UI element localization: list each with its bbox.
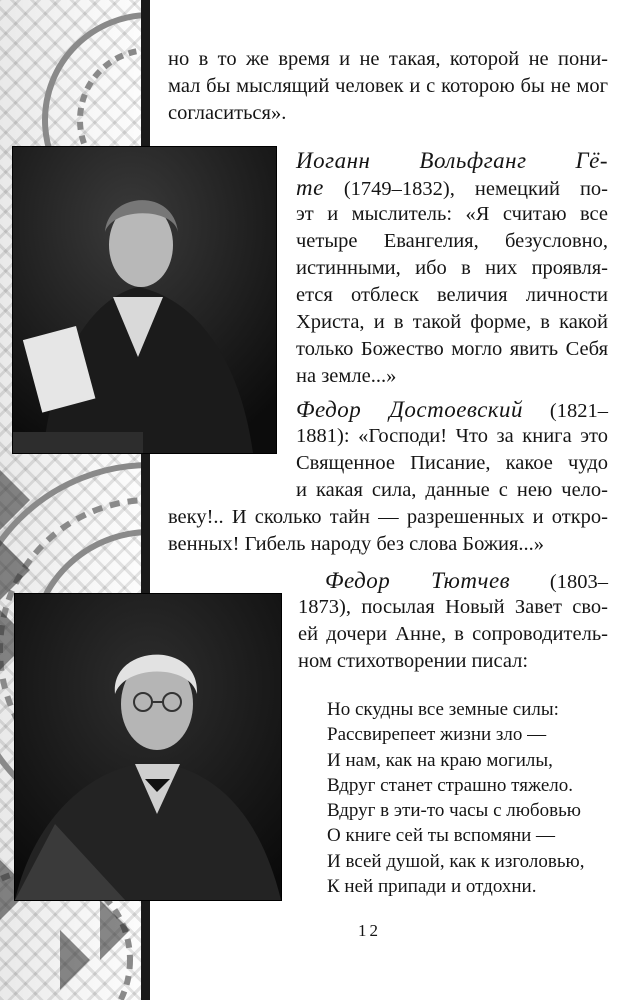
dostoevsky-line-6: венных! Гибель народу без слова Божия...» <box>168 533 545 555</box>
tyutchev-line-1-rest: (1803– <box>510 571 609 593</box>
poem-line: Но скудны все земные силы: <box>327 699 559 720</box>
goethe-line-5: истинными, ибо в них проявля- <box>296 257 608 279</box>
tyutchev-line-2: 1873), посылая Новый Завет сво- <box>298 596 608 618</box>
poem-line: К ней припади и отдохни. <box>327 876 537 898</box>
tyutchev-line-3: ей дочери Анне, в сопроводитель- <box>298 623 608 645</box>
dostoevsky-line-4: и какая сила, данные с нею чело- <box>296 479 608 501</box>
goethe-line-4: четыре Евангелия, безусловно, <box>296 230 608 252</box>
tyutchev-portrait <box>14 593 282 901</box>
dostoevsky-line-3: Священное Писание, какое чудо <box>296 452 608 474</box>
dostoevsky-line-1-rest: (1821– <box>523 400 608 422</box>
goethe-name-end: те <box>296 175 324 200</box>
intro-line-1: но в то же время и не такая, которой не пони- <box>168 48 608 70</box>
dostoevsky-line-2: 1881): «Господи! Что за книга это <box>296 425 608 447</box>
goethe-line-2 <box>296 174 608 204</box>
poem-line: Вдруг станет страшно тяжело. <box>327 774 573 796</box>
tyutchev-line-1 <box>325 567 608 597</box>
dostoevsky-line-1 <box>296 396 608 426</box>
page-number: 12 <box>358 921 381 940</box>
goethe-line-8: только Божество могло явить Себя <box>296 338 608 360</box>
goethe-name: Иоганн Вольфганг Гё- <box>296 148 608 173</box>
intro-line-3: согласиться». <box>168 102 287 124</box>
tyutchev-name: Федор Тютчев <box>325 568 511 593</box>
poem-line: Вдруг в эти-то часы с любовью <box>327 800 581 822</box>
goethe-portrait <box>12 146 277 454</box>
tyutchev-line-4: ном стихотворении писал: <box>298 650 529 672</box>
goethe-line-2-rest: (1749–1832), немецкий по- <box>323 178 608 200</box>
poem-line: О книге сей ты вспомяни — <box>327 825 556 847</box>
goethe-line-3: эт и мыслитель: «Я считаю все <box>296 203 608 225</box>
goethe-line-7: Христа, и в такой форме, в какой <box>296 311 608 333</box>
poem-line: Рассвирепеет жизни зло — <box>327 724 547 746</box>
poem <box>327 697 617 899</box>
poem-line: И нам, как на краю могилы, <box>327 749 553 771</box>
goethe-line-1 <box>296 147 608 177</box>
intro-line-2: мал бы мыслящий человек и с которою бы не мог <box>168 75 608 97</box>
poem-line: И всей душой, как к изголовью, <box>327 850 585 872</box>
dostoevsky-name: Федор Достоевский <box>296 397 524 422</box>
dostoevsky-line-5: веку!.. И сколько тайн — разрешенных и откро- <box>168 506 608 528</box>
goethe-line-9: на земле...» <box>296 365 397 387</box>
goethe-line-6: ется отблеск величия личности <box>296 284 608 306</box>
